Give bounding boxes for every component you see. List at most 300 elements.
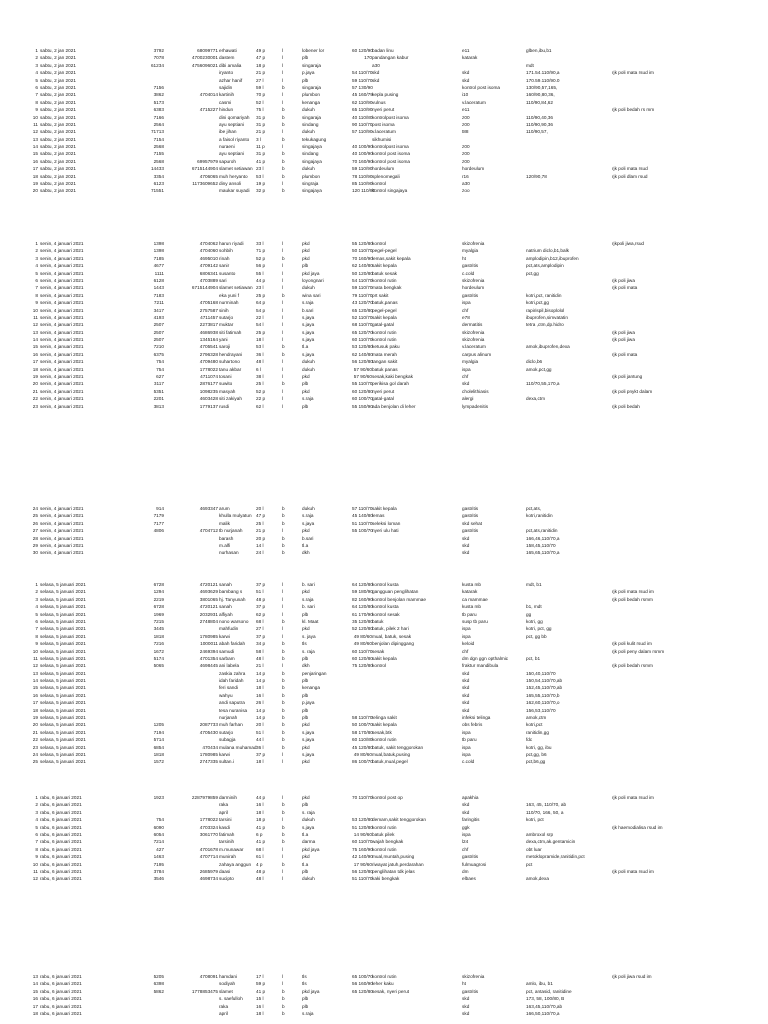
address-cell: pkd	[302, 255, 310, 261]
table-row	[0, 751, 768, 758]
row-number-cell: 19	[32, 374, 38, 380]
medical-record-number-cell: 7216	[153, 641, 164, 647]
table-row	[0, 143, 768, 150]
medical-record-number-cell: 6383	[153, 107, 164, 113]
vitals-cell: 53 120/80	[352, 817, 373, 823]
address-cell: pkd	[302, 528, 310, 534]
address-cell: kl. Maat	[302, 618, 319, 624]
table-row	[0, 284, 768, 291]
referral-cell: rjk poli bedah rs mm	[612, 107, 655, 113]
patient-name-cell: nurjanah	[219, 715, 238, 721]
visit-code-cell: l	[282, 611, 284, 617]
row-number-cell: 11	[33, 314, 38, 320]
referral-cell: rjk poli mata	[612, 285, 638, 291]
age-cell: 48 p	[256, 596, 266, 602]
complaint-cell: kontrol	[372, 241, 387, 246]
patient-id-cell: 4703324	[199, 824, 218, 830]
diagnosis-cell: skd	[462, 535, 470, 541]
complaint-cell: kontrol rutin	[372, 337, 397, 343]
diagnosis-cell: obs febris	[462, 722, 483, 728]
medical-record-number-cell: 1398	[153, 248, 164, 254]
complaint-cell: ada benjolan di leher	[372, 403, 416, 409]
table-row	[0, 99, 768, 106]
diagnosis-cell: ispa	[462, 633, 471, 639]
visit-code-cell: l	[282, 181, 284, 187]
diagnosis-cell: kontrol post isoma	[462, 84, 501, 90]
patient-id-cell: 4686938	[199, 329, 218, 335]
row-number-cell: 6	[35, 277, 38, 283]
table-row	[0, 62, 768, 69]
therapy-cell: natrium diclo,b1,balk	[526, 248, 569, 254]
age-cell: 25 l	[256, 381, 264, 387]
diagnosis-cell: ispa	[462, 729, 471, 735]
address-cell: s. raja	[302, 648, 315, 654]
patient-name-cell: saroji	[219, 344, 231, 350]
therapy-cell: diclo,b6	[526, 359, 543, 365]
patient-id-cell: 1778853475	[191, 988, 218, 994]
address-cell: s.jaya	[302, 824, 315, 830]
vitals-cell: 57 110/70	[352, 506, 373, 511]
visit-date-cell: rabu, 6 januari 2021	[40, 868, 82, 874]
vitals-cell: 60 110/70	[352, 648, 373, 654]
patient-id-cell: 6806341	[199, 270, 218, 276]
age-cell: 6 l	[256, 366, 261, 372]
patient-name-cell: sapuroh	[219, 158, 236, 164]
age-cell: 48 l	[256, 876, 264, 882]
vitals-cell: 65 120/70	[352, 329, 373, 335]
medical-record-number-cell: 427	[156, 846, 164, 852]
row-number-cell: 2	[35, 589, 38, 595]
age-cell: 14 l	[256, 542, 264, 548]
visit-date-cell: senin, 4 januari 2021	[40, 542, 84, 548]
address-cell: dukuh	[302, 817, 315, 823]
complaint-cell: penglihatan tdk jelas	[372, 868, 415, 874]
vitals-cell: 51 120/80	[352, 824, 373, 830]
visit-code-cell: b	[282, 685, 285, 691]
age-cell: 31 p	[256, 114, 266, 120]
age-cell: 15 l	[256, 996, 264, 1002]
address-cell: tls	[302, 974, 307, 979]
visit-code-cell: b	[282, 802, 285, 808]
visit-date-cell: rabu, 6 januari 2021	[40, 974, 82, 979]
vitals-cell: 50 120/80	[352, 270, 373, 276]
diagnosis-cell: z00	[462, 158, 470, 164]
table-row	[0, 648, 768, 655]
table-row	[0, 1003, 768, 1010]
complaint-cell: riwayat jatuh,perdarahan	[372, 861, 424, 867]
row-number-cell: 7	[35, 92, 38, 98]
visit-date-cell: sabtu, 2 jan 2021	[40, 114, 76, 120]
therapy-cell: obt luar	[526, 846, 542, 852]
therapy-cell: glben,ibu,b1	[526, 48, 552, 53]
complaint-cell: batuk pilek	[372, 831, 395, 837]
complaint-cell: sakit kepala	[372, 722, 397, 728]
row-number-cell: 10	[32, 114, 38, 120]
vitals-cell: 55 110/70	[352, 381, 373, 387]
patient-name-cell: iryanto	[219, 70, 234, 76]
visit-code-cell: b	[282, 861, 285, 867]
table-row	[0, 824, 768, 831]
row-number-cell: 18	[32, 1010, 38, 1016]
visit-code-cell: b	[282, 107, 285, 113]
diagnosis-cell: katarak	[462, 55, 478, 61]
table-row	[0, 336, 768, 343]
patient-name-cell: ayu septiani	[219, 121, 245, 127]
referral-cell: rjk poli mata rsud im	[612, 868, 654, 874]
diagnosis-cell: cholelithiasis	[462, 388, 489, 394]
referral-cell: rjk poli jiwa	[612, 277, 635, 283]
age-cell: 38 l	[256, 374, 264, 380]
address-cell: dkh	[302, 550, 310, 556]
visit-code-cell: b	[282, 722, 285, 728]
patient-id-cell: 2796328	[199, 351, 218, 357]
visit-code-cell: l	[282, 144, 284, 150]
row-number-cell: 13	[32, 329, 38, 335]
row-number-cell: 11	[33, 655, 38, 661]
patient-name-cell: tosani	[219, 374, 232, 380]
diagnosis-cell: z00	[462, 121, 470, 127]
table-row	[0, 662, 768, 669]
age-cell: 47 p	[256, 513, 266, 519]
medical-record-number-cell: 7214	[153, 839, 164, 845]
medical-record-number-cell: 6728	[153, 582, 164, 587]
visit-code-cell: l	[282, 633, 284, 639]
visit-code-cell: b	[282, 996, 285, 1002]
visit-code-cell: l	[282, 55, 284, 61]
complaint-cell: mata bengkak	[372, 285, 402, 291]
table-row	[0, 321, 768, 328]
row-number-cell: 2	[35, 248, 38, 254]
therapy-cell: amok,ibuprofen,dexa	[526, 344, 570, 350]
address-cell: lobener lor	[302, 48, 325, 53]
visit-code-cell: l	[282, 322, 284, 328]
address-cell: plb	[302, 1003, 309, 1009]
visit-code-cell: l	[282, 300, 284, 306]
referral-cell: rjk poli mata rsud im	[612, 795, 654, 800]
complaint-cell: sesak	[372, 648, 385, 654]
visit-code-cell: b	[282, 648, 285, 654]
visit-code-cell: b	[282, 715, 285, 721]
vitals-cell: 35 120/80	[352, 618, 373, 624]
address-cell: s. raja	[302, 809, 315, 815]
complaint-cell: vulnus	[372, 99, 386, 105]
row-number-cell: 6	[35, 618, 38, 624]
table-row	[0, 180, 768, 187]
vitals-cell: 75 160/90	[352, 846, 373, 852]
table-row	[0, 77, 768, 84]
patient-name-cell: ibe jihan	[219, 129, 237, 135]
vitals-cell: 58 170/80	[352, 729, 373, 735]
address-cell: kenanga	[302, 99, 320, 105]
visit-code-cell: b	[282, 292, 285, 298]
medical-record-number-cell: 1205	[153, 722, 164, 728]
patient-name-cell: khulla mulyatun	[219, 513, 252, 519]
table-row	[0, 91, 768, 98]
visit-date-cell: senin, 4 januari 2021	[40, 329, 84, 335]
complaint-cell: v.laceratum	[372, 129, 396, 135]
referral-cell: rjk poli jiwa	[612, 337, 635, 343]
visit-date-cell: senin, 4 januari 2021	[40, 388, 84, 394]
visit-date-cell: sabtu, 2 jan 2021	[40, 70, 76, 76]
patient-name-cell: zaskia zahra	[219, 670, 246, 676]
patient-id-cell: 4711457	[200, 314, 218, 320]
diagnosis-cell: skd	[462, 700, 470, 706]
referral-cell: rjk poli dlam rsud	[612, 173, 648, 179]
row-number-cell: 20	[32, 188, 38, 194]
visit-code-cell: l	[282, 70, 284, 76]
visit-date-cell: senin, 4 januari 2021	[40, 248, 84, 254]
age-cell: 52 l	[256, 99, 264, 105]
therapy-cell: 173, 58, 100/80, B	[526, 996, 565, 1002]
table-row	[0, 388, 768, 395]
table-row	[0, 875, 768, 882]
visit-date-cell: sabtu, 2 jan 2021	[40, 188, 76, 194]
therapy-cell: 150,40,110/70	[526, 670, 556, 676]
visit-code-cell: l	[282, 62, 284, 68]
patient-id-cell: 1779137	[199, 403, 218, 409]
address-cell: plb	[302, 996, 309, 1002]
age-cell: 20 p	[256, 535, 266, 541]
address-cell: s.raja	[302, 396, 314, 402]
complaint-cell: leher kaku	[372, 981, 394, 987]
table-row	[0, 358, 768, 365]
vitals-cell: 57 90/60	[353, 374, 372, 380]
complaint-cell: prt sakit	[372, 292, 389, 298]
complaint-cell: kaki bengkak	[372, 876, 400, 882]
patient-name-cell: idah faridah	[219, 678, 244, 684]
visit-code-cell: b	[282, 1003, 285, 1009]
patient-id-cell: 3061770	[199, 831, 218, 837]
vitals-cell: 70 160/90	[352, 255, 373, 261]
diagnosis-cell: ispa	[462, 751, 471, 757]
therapy-cell: ambroxol srp	[526, 831, 554, 837]
complaint-cell: batuk panas	[372, 366, 398, 372]
vitals-cell: 90 110/70	[352, 121, 373, 127]
address-cell: plb	[302, 55, 309, 61]
age-cell: 56 p	[256, 263, 266, 269]
address-cell: dukuh	[302, 285, 315, 291]
medical-record-number-cell: 2564	[153, 121, 164, 127]
patient-name-cell: munirah	[219, 854, 236, 860]
age-cell: 59 p	[256, 981, 266, 987]
patient-id-cell: 4701354	[199, 655, 218, 661]
patient-id-cell: 4708091	[199, 974, 218, 979]
medical-record-number-cell: 754	[156, 366, 164, 372]
table-row	[0, 729, 768, 736]
patient-name-cell: malik	[219, 520, 230, 526]
table-row	[0, 838, 768, 845]
visit-code-cell: b	[282, 1010, 285, 1016]
table-row	[0, 816, 768, 823]
row-number-cell: 9	[35, 641, 38, 647]
row-number-cell: 21	[32, 388, 38, 394]
row-number-cell: 3	[35, 596, 38, 602]
address-cell: plumbon	[302, 173, 320, 179]
medical-record-number-cell: 4193	[153, 314, 164, 320]
complaint-cell: kontrol kusta	[372, 582, 399, 587]
diagnosis-cell: gastritis	[462, 506, 479, 511]
complaint-cell: tangan sakit	[372, 359, 398, 365]
address-cell: s.jaya	[302, 337, 315, 343]
table-row	[0, 240, 768, 247]
diagnosis-cell: gastritis	[462, 513, 479, 519]
table-row	[0, 677, 768, 684]
visit-code-cell: l	[282, 277, 284, 283]
address-cell: plb	[302, 263, 309, 269]
vitals-cell: 59 110/70	[352, 77, 373, 83]
address-cell: pkd	[302, 388, 310, 394]
patient-name-cell: eka yuni f	[219, 292, 240, 298]
vitals-cell: 70 110/70	[352, 795, 373, 800]
therapy-cell: 162,60,110/70,o	[526, 700, 560, 706]
complaint-cell: batuk	[372, 618, 384, 624]
diagnosis-cell: ispa	[462, 300, 471, 306]
patient-name-cell: yani	[219, 337, 228, 343]
patient-name-cell: nuraeni	[219, 144, 235, 150]
visit-date-cell: selasa, 5 januari 2021	[40, 670, 86, 676]
vitals-cell: 79 110/70	[352, 292, 373, 298]
diagnosis-cell: skd	[462, 996, 470, 1002]
patient-name-cell: slamet setiawan	[219, 166, 253, 172]
patient-id-cell: 4709480	[199, 359, 218, 365]
row-number-cell: 6	[35, 84, 38, 90]
age-cell: 22 l	[256, 314, 264, 320]
address-cell: singaraja	[302, 62, 322, 68]
diagnosis-cell: gastritis	[462, 528, 479, 534]
address-cell: plb	[302, 403, 309, 409]
row-number-cell: 17	[32, 166, 38, 172]
medical-record-number-cell: 6854	[153, 744, 164, 750]
diagnosis-cell: faringitis	[462, 817, 480, 823]
address-cell: wina sari	[302, 292, 321, 298]
row-number-cell: 10	[32, 861, 38, 867]
visit-date-cell: rabu, 6 januari 2021	[40, 854, 82, 860]
visit-code-cell: l	[282, 359, 284, 365]
complaint-cell: sesak,kaki bengkak	[372, 374, 413, 380]
address-cell: pkd jaya	[302, 270, 320, 276]
diagnosis-cell: skizofrenia	[462, 329, 485, 335]
therapy-cell: pct,ats,ranitidin	[526, 528, 558, 534]
medical-record-number-cell: 7210	[153, 344, 164, 350]
vitals-cell: 56 120/80	[352, 868, 373, 874]
patient-id-cell: 4711074	[200, 374, 218, 380]
visit-date-cell: sabtu, 2 jan 2021	[40, 107, 76, 113]
diagnosis-cell: v.laceratum	[462, 344, 486, 350]
complaint-cell: nyeri perut	[372, 107, 395, 113]
age-cell: 68 l	[256, 846, 264, 852]
visit-date-cell: sabtu, 2 jan 2021	[40, 121, 76, 127]
patient-id-cell: 2876177	[199, 381, 218, 387]
address-cell: s.raja	[302, 300, 314, 306]
visit-code-cell: b	[282, 513, 285, 519]
table-row	[0, 47, 768, 54]
table-row	[0, 69, 768, 76]
visit-date-cell: senin, 4 januari 2021	[40, 535, 84, 541]
medical-record-number-cell: 754	[156, 817, 164, 823]
address-cell: dukuh	[302, 166, 315, 172]
patient-id-cell: 4698445	[199, 663, 218, 669]
medical-record-number-cell: 5205	[153, 974, 164, 979]
diagnosis-cell: skd	[462, 1003, 470, 1009]
complaint-cell: post isoma	[372, 121, 395, 127]
medical-record-number-cell: 2507	[153, 337, 164, 343]
visit-date-cell: selasa, 5 januari 2021	[40, 759, 86, 765]
patient-name-cell: tarsini	[219, 817, 232, 823]
complaint-cell: benjolan dipinggang	[372, 641, 414, 647]
visit-code-cell: b	[282, 744, 285, 750]
visit-date-cell: selasa, 5 januari 2021	[40, 596, 86, 602]
visit-date-cell: sabtu, 2 jan 2021	[40, 62, 76, 68]
patient-name-cell: barash	[219, 535, 234, 541]
vitals-cell: 78 110/90	[352, 173, 373, 179]
row-number-cell: 12	[32, 876, 38, 882]
address-cell: pkd	[302, 759, 310, 765]
address-cell: s.jaya	[302, 751, 315, 757]
therapy-cell: 163, 45, 110/70, ab	[526, 802, 567, 808]
visit-date-cell: selasa, 5 januari 2021	[40, 618, 86, 624]
patient-name-cell: sari	[219, 277, 227, 283]
complaint-cell: kontrol kusta	[372, 604, 399, 610]
medical-record-number-cell: 5714	[153, 737, 164, 743]
vitals-cell: 57 130/90	[352, 84, 373, 90]
patient-id-cell: 3801065	[199, 596, 218, 602]
age-cell: 41 p	[256, 839, 266, 845]
age-cell: 16 l	[256, 692, 264, 698]
medical-record-number-cell: 7183	[153, 292, 164, 298]
table-row	[0, 262, 768, 269]
patient-name-cell: a faisol riyanto	[219, 136, 250, 142]
visit-code-cell: l	[282, 285, 284, 291]
vitals-cell: 52 120/80	[352, 626, 373, 632]
therapy-cell: kotri,pct	[526, 722, 543, 728]
address-cell: dkh	[302, 663, 310, 669]
diagnosis-cell: skizofrenia	[462, 337, 485, 343]
therapy-cell: 120/90,78	[526, 173, 547, 179]
referral-cell: rjk poli mata rsud	[612, 166, 648, 172]
complaint-cell: kontrol rutin	[372, 737, 397, 743]
vitals-cell: 62 140/80	[352, 263, 373, 269]
visit-date-cell: rabu, 6 januari 2021	[40, 846, 82, 852]
age-cell: 16 l	[256, 1003, 264, 1009]
diagnosis-cell: c.cold	[462, 270, 475, 276]
vitals-cell: 53 120/80	[352, 344, 373, 350]
vitals-cell: 52 110/70	[352, 314, 373, 320]
visit-code-cell: l	[282, 751, 284, 757]
age-cell: 36 l	[256, 351, 264, 357]
vitals-cell: 59 110/90	[352, 166, 373, 172]
row-number-cell: 21	[32, 729, 38, 735]
table-row	[0, 314, 768, 321]
visit-code-cell: b	[282, 700, 285, 706]
medical-record-number-cell: 14433	[150, 166, 164, 172]
address-cell: plb	[302, 611, 309, 617]
complaint-cell: pegel-pegel	[372, 248, 397, 254]
therapy-cell: gg	[526, 611, 532, 617]
visit-code-cell: l	[282, 270, 284, 276]
visit-date-cell: senin, 4 januari 2021	[40, 270, 84, 276]
vitals-cell: 60 100/70	[352, 396, 373, 402]
row-number-cell: 1	[35, 795, 38, 800]
diagnosis-cell: ht	[462, 981, 466, 987]
visit-date-cell: selasa, 5 januari 2021	[40, 707, 86, 713]
patient-name-cell: maukar suyadi	[219, 188, 250, 194]
visit-date-cell: rabu, 6 januari 2021	[40, 831, 82, 837]
therapy-cell: pct, b1	[526, 655, 541, 661]
table-row	[0, 633, 768, 640]
row-number-cell: 4	[35, 70, 38, 76]
patient-name-cell: ani labela	[219, 663, 240, 669]
therapy-cell: pct,ats,amplodipin	[526, 263, 564, 269]
